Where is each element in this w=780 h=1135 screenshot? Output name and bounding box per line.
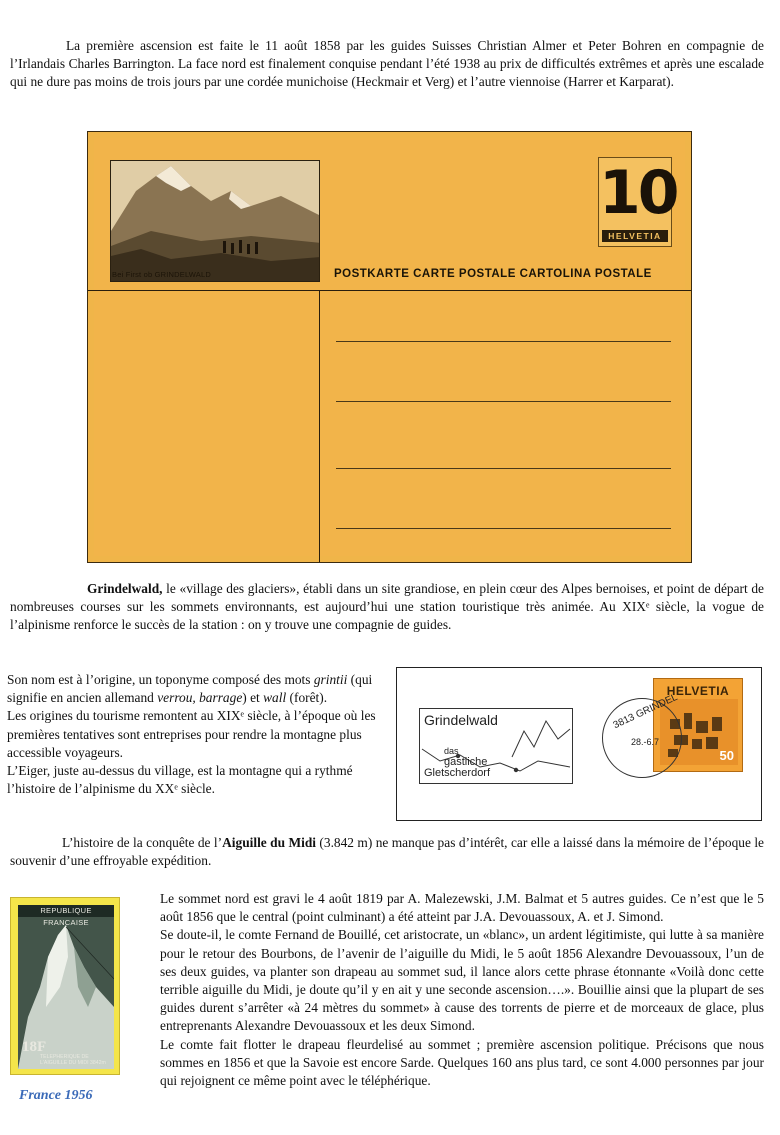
grindelwald-paragraph: Grindelwald, le «village des glaciers», établi dans un site grandiose, en plein cœur des Alpes bernoises, et point de départ de nombreuses courses sur les sommets environnants, est aujourd’hui une station touristique très animée. Au XIXᵉ siècle, la vogue de l’alpinisme renforce le succès de la station : on y trouve une compagnie de guides. (10, 581, 764, 633)
address-line (336, 341, 671, 342)
origin-paragraph: Son nom est à l’origine, un toponyme composé des mots grintii (qui signifie en ancien allemand verrou, barrage) et wall (forêt). Les origines du tourisme remontent au XIXᵉ siècle, à l’époque où les premières tentatives sont entreprises pour rendre la montagne plus accessible voyageurs. L’Eiger, juste au-dessus du village, est la montagne qui a rythmé l’histoire de l’alpinisme du XXᵉ siècle. (7, 672, 376, 797)
stamp-value: 10 (599, 158, 677, 228)
divider (88, 290, 691, 291)
postcard-header: POSTKARTE CARTE POSTALE CARTOLINA POSTALE (334, 268, 652, 280)
mountain-photo (110, 160, 320, 282)
helvetia-50-stamp: HELVETIA 50 (653, 678, 743, 772)
slogan-cancel: Grindelwald das gastliche Gletscherdorf (419, 708, 573, 784)
postmark: 3813 GRINDEL 28.-6.7 (602, 698, 682, 778)
postcard-image (87, 131, 692, 563)
france-stamp: REPUBLIQUE FRANCAISE 18F TELEPHERIQUE DE L'AIGUILLE DU MIDI 3842m (10, 897, 120, 1075)
photo-caption: Bei First ob GRINDELWALD (112, 270, 211, 279)
intro-paragraph: La première ascension est faite le 11 août 1858 par les guides Suisses Christian Almer et Peter Bohren en compagnie de l’Irlandais Charles Barrington. La face nord est finalement conquise pendant l’été 1938 au prix de difficultés extrêmes et après une escalade qui ne dure pas moins de trois jours par une cordée munichoise (Heckmair et Verg) et l’autre viennoise (Harrer et Karparat). (10, 38, 764, 90)
address-line (336, 468, 671, 469)
cancelled-cover (396, 667, 762, 821)
france-stamp-caption: France 1956 (19, 1088, 93, 1103)
address-line (336, 401, 671, 402)
aiguille-paragraph: L’histoire de la conquête de l’Aiguille du Midi (3.842 m) ne manque pas d’intérêt, car elle a laissé dans la mémoire de l’époque le souvenir d’une effroyable expédition. (10, 835, 764, 869)
stamp-country: HELVETIA (602, 230, 668, 242)
address-line (336, 528, 671, 529)
grindelwald-name: Grindelwald, (87, 581, 163, 596)
summit-paragraph: Le sommet nord est gravi le 4 août 1819 par A. Malezewski, J.M. Balmat et 5 autres guides. Ce n’est que le 5 août 1856 que le central (point culminant) a été atteint par J.A. Devouassoux, A. et J. Simond. Se doute-il, le comte Fernand de Bouillé, cet aristocrate, un «blanc», un ardent légitimiste, qui lutte à sa manière pour le retour des Bourbons, de l’avenir de l’aiguille du Midi, le 5 août 1856 Alexandre Devouassoux, l’un de ses deux guides, va planter son drapeau au sommet sud, il lance alors cette phrase étonnante «Voilà donc cette terrible aiguille du Midi, je doute qu’il y en ait y une seconde ascension….». Bouillie ainsi que la plupart de ses guides durent s’arrêter «à 24 mètres du sommet» à cause des torrents de pierre et de morceaux de glace, plus entreprenants Alexandre Devouassoux et les deux Simond. Le comte fait flotter le drapeau fleurdelisé au sommet ; première ascension politique. Précisons que nous sommes en 1856 et que la Savoie est encore Sarde. Quelques 160 ans plus tard, ce sont 4.000 personnes par jour qui rejoignent ce même point avec le téléphérique. (160, 891, 764, 1089)
divider (319, 290, 320, 562)
helvetia-10-stamp (598, 157, 677, 247)
